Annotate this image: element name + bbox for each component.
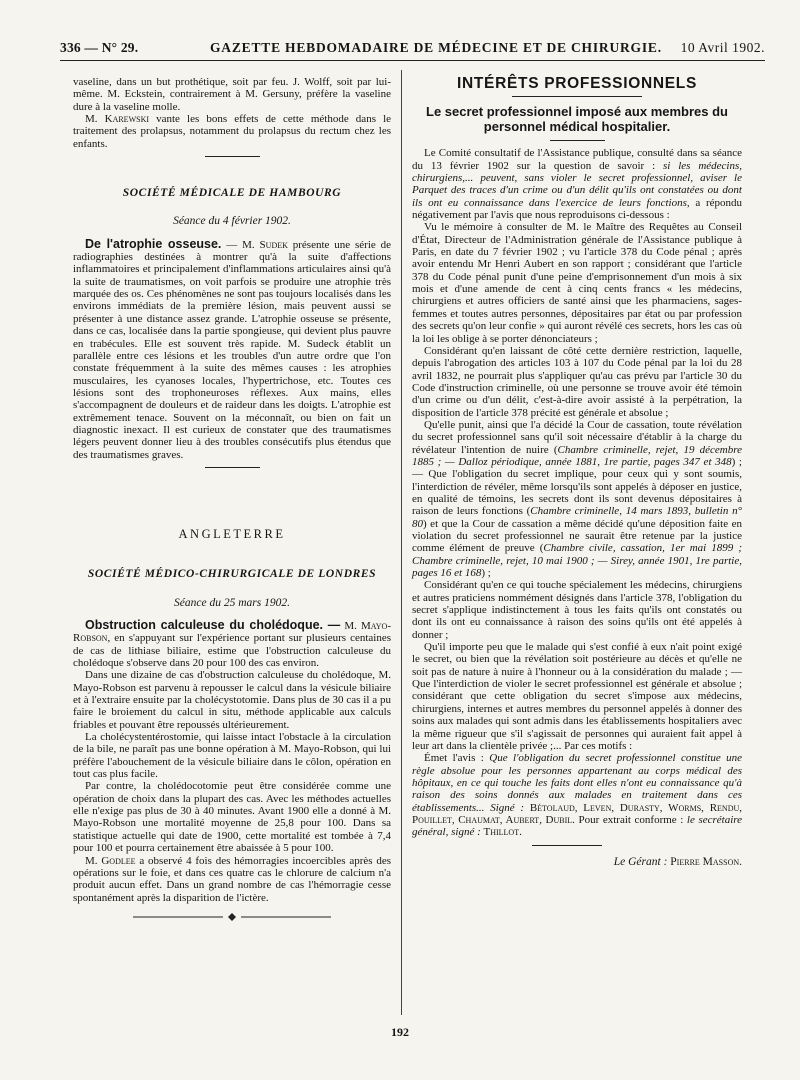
paragraph: La cholécystentérostomie, qui laisse intact l'obstacle à la circulation de la bile, ne paraît pas une bonne opération à M. Mayo-Robson, qui lui préfère l'abouchement de la vésicule biliaire dans le côlon, opération en tout cas plus facile. bbox=[73, 731, 391, 781]
paragraph-text: a observé 4 fois des hémorragies incoercibles après des opérations sur le foie, et dans ces quatre cas le chlorure de calcium n'a produit aucun effet. Dans un grand nombre de cas l'hémorragie cesse spontanément après la disparition de l'ictère. bbox=[73, 854, 392, 904]
session-date: Séance du 4 février 1902. bbox=[173, 215, 291, 228]
paragraph: Considérant qu'en ce qui touche spécialement les médecins, chirurgiens et autres praticiens nommément désignés dans l'article 378, l'obligation du secret s'applique indistinctement à tous les faits qu'ils ont constatés ou dont ils ont eu connaissance à raison des soins qu'ils ont été appelés à donner ; bbox=[412, 579, 742, 641]
issue-date: 10 Avril 1902. bbox=[680, 40, 765, 55]
paragraph bbox=[73, 855, 391, 904]
paragraph: Par contre, la cholédocotomie peut être considérée comme une opération de choix dans la plupart des cas. Avec les méthodes actuelles elle n'exige pas plus de 30 à 40 minutes. Avant 1900 elle a donné à M. Mayo-Robson une mortalité moyenne de 25,8 pour 100. Dans sa statistique actuelle qui date de 1900, cette mortalité est tombée à 7,4 pour 100 et pourra certainement être abaissée à 5 pour 100. bbox=[73, 780, 391, 855]
paragraph: Vu le mémoire à consulter de M. le Maître des Requêtes au Conseil d'État, Directeur de l'Administration générale de l'Assistance publique à Paris, en date du 7 février 1902 ; vu l'article 378 du Code pénal ; après avoir entendu Mr Henri Aubert en son rapport ; considérant que l'article 378 du Code pénal punit d'une peine d'emprisonnement d'un mois à six mois et d'une amende de cent à cinq cents francs « les médecins, chirurgiens et autres officiers de santé ainsi que les pharmaciens, sages-femmes et toutes autres personnes, dépositaires par état ou par profession des secrets qu'on leur confie » qui auront révélé ces secrets, hors les cas où la loi les oblige à se porter dénonciateurs ; bbox=[412, 221, 742, 345]
paragraph-text: vante les bons effets de cette méthode dans le traitement des prolapsus, notamment du prolapsus du rectum chez les enfants. bbox=[73, 113, 392, 150]
page-number: 192 bbox=[391, 1025, 409, 1039]
separator-rule bbox=[532, 845, 602, 846]
citation: Chambre civile, cassation, 1er mai 1899 ; Chambre criminelle, rejet, 10 mai 1900 ; — Sirey, année 1901, 1re partie, pages 16 et 168 bbox=[412, 542, 742, 580]
separator-rule bbox=[550, 140, 605, 141]
paragraph-text: en s'appuyant sur l'expérience portant sur plusieurs centaines de cas de lithiase biliaire, estime que l'obstruction calculeuse du cholédoque s'observe dans 20 pour 100 des cas environ. bbox=[73, 632, 391, 669]
paragraph bbox=[412, 147, 742, 221]
paragraph bbox=[73, 238, 391, 461]
paragraph-text: Émet l'avis : bbox=[424, 752, 484, 765]
society-heading: SOCIÉTÉ MÉDICALE DE HAMBOURG bbox=[122, 187, 342, 200]
manager-label: Le Gérant : bbox=[613, 855, 668, 868]
dash-text: — M. bbox=[221, 238, 255, 251]
paragraph: Considérant qu'en laissant de côté cette dernière restriction, laquelle, depuis l'abrogation des articles 103 à 107 du Code pénal par la loi du 28 avril 1832, ne pourrait plus s'appliquer qu'au cas prévu par l'article 30 du Code d'instruction criminelle, où une personne se trouve avoir été témoin d'un crime ou d'un délit, c'est-à-dire avoir assisté à la perpétration, la disposition de l'article 378 précité est générale et absolue ; bbox=[412, 344, 742, 419]
section-title: INTÉRÊTS PROFESSIONNELS bbox=[456, 75, 698, 92]
person-name: Thillot. bbox=[483, 826, 522, 839]
separator-rule bbox=[512, 96, 642, 97]
page-header bbox=[60, 38, 765, 61]
separator-rule bbox=[205, 156, 260, 157]
manager-signature bbox=[412, 856, 742, 868]
paragraph-text: ) ; — Que l'obligation du secret implique, pour ceux qui y sont soumis, l'interdiction de révéler, même lorsqu'ils sont appelés à déposer en justice, en qualité de témoins, les secrets dont ils sont devenus dépositaires à raison de leurs fonctions ( bbox=[412, 455, 742, 518]
society-heading: SOCIÉTÉ MÉDICO-CHIRURGICALE DE LONDRES bbox=[87, 568, 377, 581]
paragraph-text: Le Comité consultatif de l'Assistance publique, consulté dans sa séance du 13 février 1902 sur la question de savoir : bbox=[412, 147, 742, 172]
paragraph bbox=[73, 619, 391, 669]
topic-heading: Obstruction calculeuse du cholédoque. — bbox=[85, 617, 341, 632]
citation: Chambre criminelle, 14 mars 1893, bulletin n° 80 bbox=[412, 505, 742, 530]
person-name: Sudek bbox=[259, 238, 288, 251]
column-divider bbox=[401, 70, 402, 1015]
signatories: Bétolaud, Leven, Durasty, Worms, Rendu, Pouillet, Chaumat, Aubert, Dubil. bbox=[412, 801, 743, 826]
italic-decision: Que l'obligation du secret professionnel constitue une règle absolue pour les personnes appartenant au corps médical des hôpitaux, en ce qui touche les faits dont elles n'ont eu connaissance qu'à raison des soins donnés aux malades en traitement dans ces établissements... bbox=[412, 752, 743, 814]
person-name: M. Mayo-Robson, bbox=[73, 619, 391, 645]
session-date: Séance du 25 mars 1902. bbox=[174, 596, 290, 609]
paragraph-text: présente une série de radiographies destinées à montrer qu'à la suite d'affections inflammatoires et principalement d'inflammations articulaires ainsi qu'à la suite de traumatismes, on voit parfois se produire une atrophie très marquée des os. Ces phénomènes ne sont pas toujours localisés dans les environs immédiats de la première lésion, mais peuvent aussi se présenter à une distance assez grande. L'atrophie osseuse se présente, dans ce cas, localisée dans la partie spongieuse, qui devient plus pauvre en trabécules. Elle est souvent très rapide. M. Sudeck établit un parallèle entre ces lésions et les troubles d'un autre ordre que l'on constate fréquemment à la suite des mêmes causes : les atrophies musculaires, les cyanoses locales, l'hypertrichose, etc. Toutes ces lésions sont des trophoneuroses réflexes. Aux mains, elles s'accompagnent de douleurs et de raideur dans les doigts. L'atrophie est extrêmement tenace. Souvent on la méconnaît, ou bien on fait un diagnostic inexact. Il est curieux de constater que des traumatismes légers peuvent donner lieu à des troubles consécutifs plus étendus que des traumatismes graves. bbox=[73, 238, 392, 461]
paragraph: Qu'il importe peu que le malade qui s'est confié à eux n'ait point exigé le secret, ou bien que la révélation soit postérieure au décès et qu'elle ne soit pas de nature à nuire à l'honneur ou à la considération du malade ; — Que l'interdiction de violer le secret professionnel est générale et absolue ; considérant que cette obligation du secret s'impose aux médecins, chirurgiens, internes et autres membres du personnel appelés à donner des soins aux malades qui sont admis dans les établissements hospitaliers avec la même rigueur que s'il s'agissait de personnes qui auraient fait appel à leur art dans la clientèle privée ;... Par ces motifs : bbox=[412, 641, 742, 752]
paragraph-text: Qu'elle punit, ainsi que l'a décidé la Cour de cassation, toute révélation du secret professionnel sans qu'il soit nécessaire d'établir à la charge du révélateur l'intention de nuire ( bbox=[412, 418, 742, 456]
paragraph-text: Pour extrait conforme : bbox=[578, 813, 684, 826]
article-title: Le secret professionnel imposé aux membres du personnel médical hospitalier. bbox=[426, 104, 728, 134]
paragraph bbox=[412, 419, 742, 579]
citation: Chambre criminelle, rejet, 19 décembre 1885 ; — Dalloz périodique, année 1881, 1re partie, pages 347 et 348 bbox=[412, 443, 742, 468]
issue-number: 336 — N° 29. bbox=[60, 40, 139, 55]
left-column bbox=[73, 76, 391, 924]
paragraph-text: ) ; bbox=[481, 567, 491, 580]
ornamental-rule bbox=[73, 910, 391, 924]
paragraph bbox=[412, 752, 742, 838]
separator-rule bbox=[205, 467, 260, 468]
italic-question: si les médecins, chirurgiens,... peuvent, sans violer le secret professionnel, aviser le Parquet des traces d'un crime ou d'un délit qu'ils ont constatées ou dont ils ont eu connaissance dans l'exercice de leurs fonctions, bbox=[412, 159, 742, 209]
right-column bbox=[412, 76, 742, 868]
paragraph bbox=[73, 113, 391, 150]
manager-name: Pierre Masson. bbox=[670, 855, 742, 868]
paragraph-text: ) et que la Cour de cassation a même décidé qu'une déposition faite en violation du secret professionnel ne saurait être retenue par la justice comme élément de preuve ( bbox=[412, 517, 742, 555]
country-heading: ANGLETERRE bbox=[178, 526, 286, 541]
paragraph: vaseline, dans un but prothétique, soit par feu. J. Wolff, soit par lui-même. M. Eckstein, contrairement à M. Gersuny, préfère la vaseline dure à la vaseline molle. bbox=[73, 76, 391, 113]
journal-title: GAZETTE HEBDOMADAIRE DE MÉDECINE ET DE CHIRURGIE. bbox=[210, 40, 662, 55]
topic-heading: De l'atrophie osseuse. bbox=[85, 236, 222, 251]
person-name: M. Karewski bbox=[85, 113, 150, 126]
signed-label: Signé : bbox=[490, 801, 525, 814]
paragraph: Dans une dizaine de cas d'obstruction calculeuse du cholédoque, M. Mayo-Robson est parvenu à repousser le calcul dans la vésicule biliaire et à l'extraire ensuite par la cholécystotomie. Dans plus de 30 cas il a pu faire le broiement du calcul in situ, méthode applicable aux calculs friables et pouvant être repoussés ultérieurement. bbox=[73, 669, 391, 731]
secretary-label: le secrétaire général, signé : bbox=[412, 813, 743, 839]
paragraph-text: a répondu négativement par l'avis que nous reproduisons ci-dessous : bbox=[412, 196, 742, 222]
person-name: M. Godlee bbox=[85, 854, 136, 867]
